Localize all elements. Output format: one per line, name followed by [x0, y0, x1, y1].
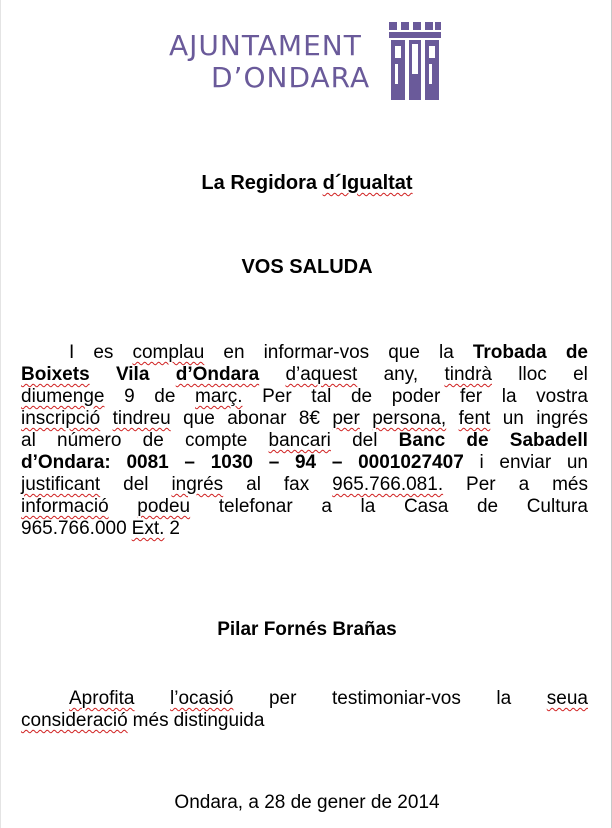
word: 1030: [210, 452, 253, 473]
word: un: [566, 452, 588, 473]
word: març.: [195, 386, 243, 407]
word: lloc: [518, 364, 547, 385]
word: Casa: [403, 496, 449, 517]
word: un: [502, 408, 524, 429]
word: fent: [458, 408, 491, 429]
word: La: [201, 172, 231, 194]
word: Trobada: [472, 342, 547, 363]
word: 8€: [298, 408, 320, 429]
text-line: [21, 518, 588, 540]
word: d´Igualtat: [322, 172, 413, 194]
text-line: [21, 688, 588, 710]
word: consideració: [21, 710, 128, 731]
logo-line-1: AJUNTAMENT: [169, 29, 362, 62]
word: diumenge: [21, 386, 105, 407]
word: de: [350, 386, 373, 407]
word: més: [132, 710, 169, 731]
word: 9: [124, 386, 135, 407]
word: la: [496, 688, 512, 709]
word: en: [223, 342, 245, 363]
word: del: [123, 474, 149, 495]
word: complau: [132, 342, 205, 363]
word: de: [565, 342, 588, 363]
word: d’aquest: [285, 364, 358, 385]
word: a: [518, 474, 530, 495]
word: de: [142, 430, 164, 451]
word: informar-vos: [263, 342, 370, 363]
word: al: [246, 474, 261, 495]
word: ingrés: [536, 408, 588, 429]
word: –: [268, 452, 280, 473]
word: Per: [466, 474, 496, 495]
word: ingrés: [171, 474, 224, 495]
word: de: [154, 386, 176, 407]
word: de: [466, 430, 489, 451]
word: distinguida: [173, 710, 265, 731]
sender-title: [1, 172, 612, 195]
body-paragraph: [21, 342, 588, 540]
word: bancari: [268, 430, 331, 451]
word: número: [57, 430, 122, 451]
word: Regidora: [230, 172, 323, 194]
word: la: [438, 342, 454, 363]
word: 2: [169, 518, 180, 539]
word: que: [388, 342, 420, 363]
word: inscripció: [21, 408, 101, 429]
logo-line-2: D’ONDARA: [211, 61, 371, 94]
ondara-coat-of-arms-icon: [387, 20, 443, 104]
word: telefonar: [218, 496, 293, 517]
word: tindrà: [444, 364, 492, 385]
word: enviar: [499, 452, 552, 473]
word: Sabadell: [509, 430, 588, 451]
word: fax: [283, 474, 310, 495]
word: per: [332, 408, 360, 429]
word: abonar: [227, 408, 287, 429]
word: al: [21, 430, 36, 451]
word: poder: [391, 386, 441, 407]
word: –: [184, 452, 195, 473]
word: Cultura: [526, 496, 588, 517]
word: seua: [546, 688, 588, 709]
text-line: [21, 710, 588, 732]
text-line: [21, 408, 588, 430]
word: 0081: [126, 452, 169, 473]
word: 965.766.000: [21, 518, 127, 539]
word: podeu: [137, 496, 191, 517]
word: la: [360, 496, 376, 517]
greeting: VOS SALUDA: [241, 256, 373, 278]
word: 0001027407: [358, 452, 464, 473]
text-line: [21, 430, 588, 452]
word: la: [501, 386, 517, 407]
word: per: [268, 688, 297, 709]
word: Aprofita: [69, 688, 135, 709]
word: més: [552, 474, 588, 495]
word: el: [573, 364, 588, 385]
word: Boixets: [21, 364, 90, 385]
text-line: [21, 364, 588, 386]
word: tindreu: [112, 408, 171, 429]
word: es: [93, 342, 114, 363]
word: persona,: [372, 408, 447, 429]
text-line: [21, 474, 588, 496]
word: Per: [262, 386, 292, 407]
date-line: Ondara, a 28 de gener de 2014: [174, 792, 440, 813]
word: any,: [383, 364, 419, 385]
word: 94: [294, 452, 317, 473]
municipality-logo-text: [169, 30, 370, 94]
word: del: [352, 430, 378, 451]
word: que: [183, 408, 215, 429]
word: Banc: [398, 430, 446, 451]
word: testimoniar-vos: [332, 688, 461, 709]
text-line: [21, 386, 588, 408]
word: tal: [311, 386, 332, 407]
word: a: [321, 496, 332, 517]
word: I: [69, 342, 75, 363]
word: –: [331, 452, 343, 473]
closing-paragraph: [21, 688, 588, 732]
text-line: [21, 342, 588, 364]
word: compte: [185, 430, 248, 451]
word: d’Ondara: [175, 364, 260, 385]
word: 965.766.081.: [332, 474, 444, 495]
word: informació: [21, 496, 109, 517]
text-line: [21, 496, 588, 518]
word: l’ocasió: [170, 688, 234, 709]
word: i: [479, 452, 484, 473]
word: Ext.: [131, 518, 165, 539]
word: Vila: [115, 364, 150, 385]
word: d’Ondara:: [21, 452, 111, 473]
signatory-name: Pilar Fornés Brañas: [217, 619, 397, 640]
word: justificant: [21, 474, 101, 495]
word: vostra: [536, 386, 588, 407]
word: fer: [459, 386, 483, 407]
word: de: [476, 496, 499, 517]
text-line: [21, 452, 588, 474]
